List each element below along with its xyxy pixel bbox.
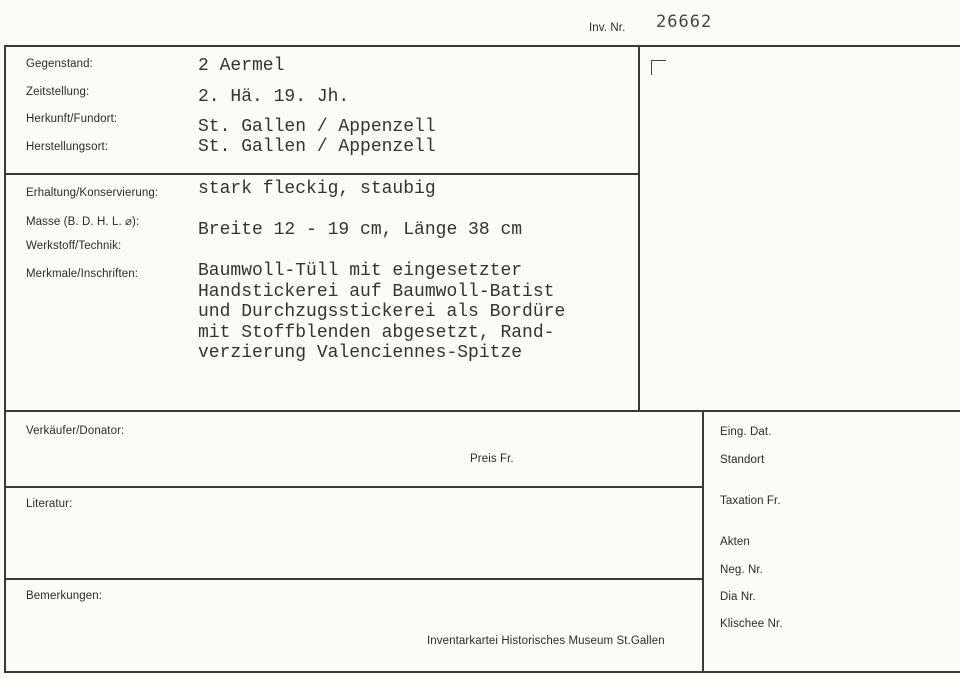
dia-nr-label: Dia Nr.: [720, 591, 756, 603]
merkmale-line: Handstickerei auf Baumwoll-Batist: [198, 281, 555, 302]
standort-label: Standort: [720, 454, 765, 466]
gegenstand-label: Gegenstand:: [26, 58, 93, 70]
rule-after-verkaeufer: [4, 486, 702, 488]
rule-mid: [4, 410, 960, 412]
rule-after-literatur: [4, 578, 702, 580]
neg-nr-label: Neg. Nr.: [720, 564, 763, 576]
masse-label: Masse (B. D. H. L. ⌀):: [26, 216, 140, 228]
merkmale-line: und Durchzugsstickerei als Bordüre: [198, 302, 566, 322]
inv-nr-value: 26662: [656, 12, 713, 32]
akten-label: Akten: [720, 536, 750, 548]
gegenstand-value: 2 Aermel: [198, 56, 285, 76]
inv-nr-label: Inv. Nr.: [589, 22, 626, 34]
eing-dat-label: Eing. Dat.: [720, 426, 772, 438]
werkstoff-label: Werkstoff/Technik:: [26, 240, 122, 252]
bemerkungen-label: Bemerkungen:: [26, 590, 102, 602]
top-rule: [4, 45, 960, 47]
merkmale-line: Baumwoll-Tüll mit eingesetzter: [198, 261, 523, 281]
masse-value: Breite 12 - 19 cm, Länge 38 cm: [198, 220, 523, 240]
erhaltung-label: Erhaltung/Konservierung:: [26, 187, 159, 199]
merkmale-line: mit Stoffblenden abgesetzt, Rand-: [198, 322, 555, 343]
verkaeufer-label: Verkäufer/Donator:: [26, 425, 125, 437]
herstellungsort-label: Herstellungsort:: [26, 141, 109, 153]
zeitstellung-label: Zeitstellung:: [26, 86, 90, 98]
zeitstellung-value: 2. Hä. 19. Jh.: [198, 87, 350, 107]
bottom-rule: [4, 671, 960, 673]
erhaltung-value: stark fleckig, staubig: [198, 179, 436, 199]
merkmale-text: [198, 261, 565, 364]
right-panel-rule: [702, 410, 704, 672]
herkunft-label: Herkunft/Fundort:: [26, 113, 118, 125]
herkunft-value: St. Gallen / Appenzell: [198, 117, 436, 137]
taxation-label: Taxation Fr.: [720, 495, 781, 507]
literatur-label: Literatur:: [26, 498, 73, 510]
merkmale-label: Merkmale/Inschriften:: [26, 268, 139, 280]
herstellungsort-value: St. Gallen / Appenzell: [198, 137, 436, 157]
photo-corner-mark: [651, 60, 666, 75]
footer-text: Inventarkartei Historisches Museum St.Gallen: [427, 635, 665, 647]
klischee-nr-label: Klischee Nr.: [720, 618, 783, 630]
preis-label: Preis Fr.: [470, 453, 514, 465]
middle-vertical-rule: [638, 45, 640, 411]
merkmale-line: verzierung Valenciennes-Spitze: [198, 343, 523, 363]
rule-after-herstellungsort: [4, 173, 638, 175]
